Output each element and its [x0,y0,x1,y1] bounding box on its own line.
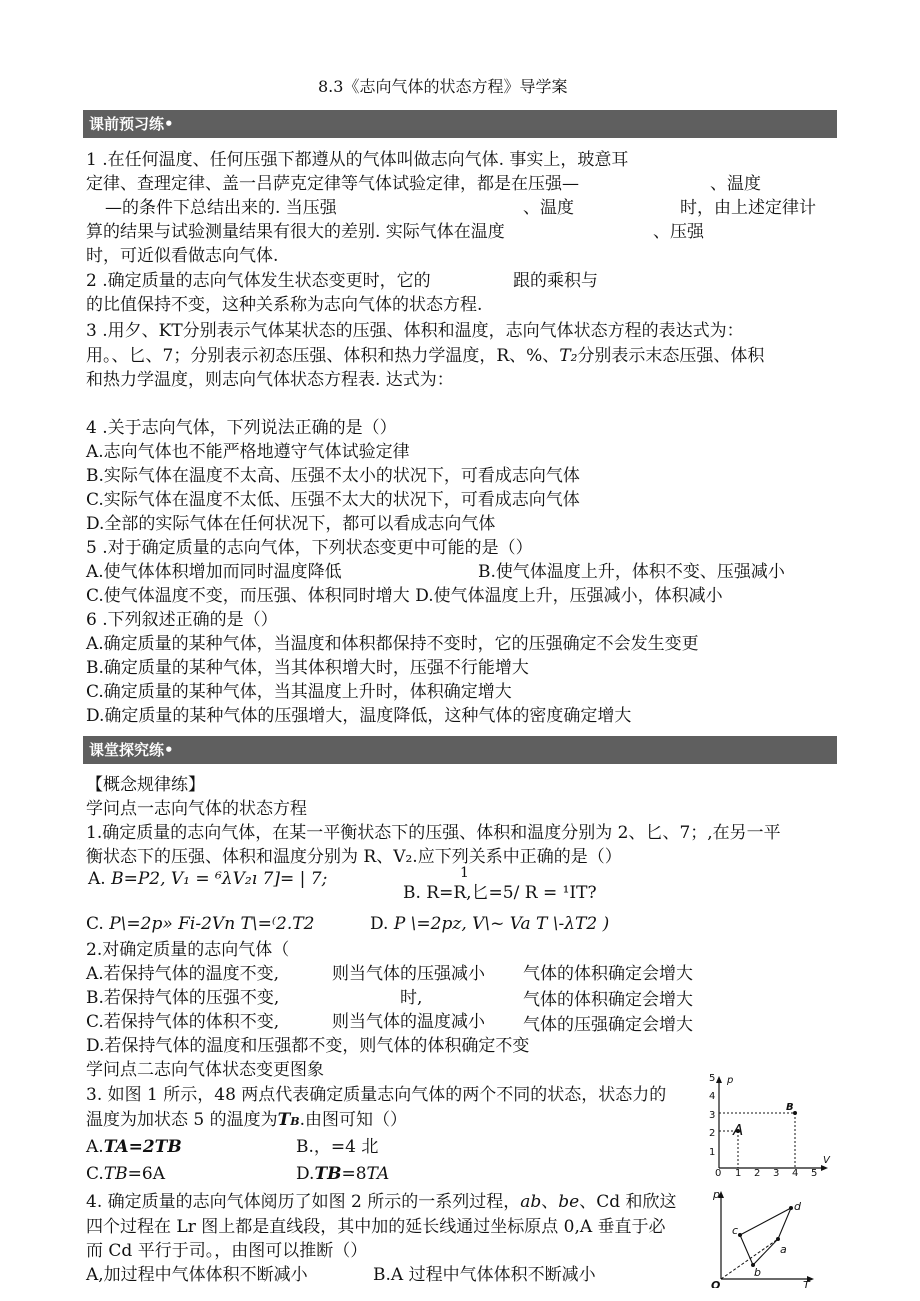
e4-line1d: be [558,1192,580,1212]
extension-line [721,1239,778,1279]
e4-line1a: 4. 确定质量的志向气体阅历了如图 2 所示的一系列过程， [86,1192,521,1212]
e3-line2 [86,1109,407,1133]
e2-stem: 2.对确定质量的志向气体（ [86,940,290,960]
p1-line4b: 、压强 [653,222,704,242]
e1-option-d-label: D. [370,914,389,934]
y-tick-5: 5 [709,1073,716,1084]
page-title: 8.3《志向气体的状态方程》导学案 [318,77,568,96]
x-tick-5: 5 [811,1168,818,1178]
q5-option-cd: C.使气体温度不变，而压强、体积同时增大 D.使气体温度上升，压强减小，体积减小 [86,586,723,606]
section-header-preview [83,110,837,138]
e1-option-d-expr: P \=2pz, V\~ Va T \-λT2 ) [393,914,610,934]
e2-option-b-part2: 时, [400,988,423,1008]
e2-option-a-part1: A.若保持气体的温度不变, [86,964,280,984]
point-a-label: A [733,1121,744,1139]
section-header-label: 课前预习练• [89,115,174,133]
point-c [738,1233,742,1237]
point-b-label: b [754,1266,761,1279]
e4-line1c: 、 [541,1192,559,1212]
p3-line1: 3 .用夕、KT分别表示气体某状态的压强、体积和温度，志向气体状态方程的表达式为： [86,321,744,341]
e1-option-c-expr: P\=2p» Fi-2Vn T\=⁽2.T2 [109,914,315,934]
e3-option-c-rest: =6A [127,1164,165,1184]
p1-line2a: 定律、查理定律、盖一吕萨克定律等气体试验定律，都是在压强— [86,174,579,194]
p1-line5: 时，可近似看做志向气体. [86,246,279,266]
e3-option-a-label: A. [86,1137,104,1157]
e3-option-d-ta: TA [366,1164,390,1184]
axis-label-p: p [727,1075,734,1086]
e4-line1e: 、Cd 和欣这 [579,1192,677,1212]
q6-option-a: A.确定质量的某种气体，当温度和体积都保持不变时，它的压强确定不会发生变更 [86,634,699,654]
e1-option-a-label: A. [88,869,106,889]
e1-option-a [88,868,327,890]
x-tick-3: 3 [773,1168,780,1178]
point-d [789,1206,793,1210]
e1-option-c-label: C. [86,914,104,934]
e1-option-d [370,913,609,935]
e4-option-a: A,加过程中气体体积不断减小 [86,1265,308,1285]
p3-line2 [86,345,764,367]
p1-line1: 1 .在任何温度、任何压强下都遵从的气体叫做志向气体. 事实上，玻意耳 [86,150,629,170]
p3-line2b: T₂ [559,346,578,366]
p2-line1b: 跟的乘积与 [513,271,598,291]
p1-line3b: 、温度 [523,198,574,218]
y-axis-arrow [716,1076,722,1083]
origin-label: O [711,1279,721,1288]
q4-option-c: C.实际气体在温度不太低、压强不太大的状况下，可看成志向气体 [86,490,580,510]
e4-line1b: ab [520,1192,542,1212]
knowledge-point-1: 学问点一志向气体的状态方程 [86,799,307,819]
p2-line1a: 2 .确定质量的志向气体发生状态变更时，它的 [86,271,431,291]
e3-option-a-expr: TA=2TB [103,1137,182,1157]
q6-option-c: C.确定质量的某种气体，当其温度上升时，体积确定增大 [86,682,512,702]
e2-option-a-part3: 气体的体积确定会增大 [523,964,693,984]
p1-line4a: 算的结果与试验测量结果有很大的差别. 实际气体在温度 [86,222,505,242]
figure-2-pt-diagram [708,1186,820,1288]
e3-option-c-label: C. [86,1164,104,1184]
e3-option-d [296,1163,389,1185]
p3-line2a: 用。、匕、7；分别表示初态压强、体积和热力学温度，R、%、 [86,346,560,366]
e3-option-a [86,1136,182,1158]
knowledge-point-2: 学问点二志向气体状态变更图象 [86,1060,324,1080]
q5-stem: 5 .对于确定质量的志向气体，下列状态变更中可能的是（） [86,538,533,558]
e4-option-b: B.A 过程中气体体积不断减小 [373,1265,596,1285]
point-c-label: c [732,1224,739,1237]
process-cycle [740,1208,791,1265]
e3-line2c: .由图可知（） [299,1110,407,1130]
e1-option-c [86,913,314,935]
concept-heading: 【概念规律练】 [86,775,205,795]
point-d-label: d [794,1200,801,1213]
q6-stem: 6 .下列叙述正确的是（） [86,610,278,630]
p1-line2b: 、温度 [710,174,761,194]
e1-line2: 衡状态下的压强、体积和温度分别为 R、V₂.应下列关系中正确的是（） [86,847,622,867]
figure-1-pv-diagram [702,1072,832,1178]
q4-option-b: B.实际气体在温度不太高、压强不太小的状况下，可看成志向气体 [86,466,580,486]
e3-option-d-label: D. [296,1164,315,1184]
e1-line1: 1.确定质量的志向气体，在某一平衡状态下的压强、体积和温度分别为 2、匕、7；,在另一平 [86,823,781,843]
e4-line1 [86,1191,677,1213]
point-a-label: a [780,1243,787,1256]
p3-line3: 和热力学温度，则志向气体状态方程表. 达式为： [86,370,454,390]
section-header-classroom [83,736,837,764]
q4-option-a: A.志向气体也不能严格地遵守气体试验定律 [86,442,410,462]
e3-option-d-eq: =8 [341,1164,367,1184]
e2-option-c-part2: 则当气体的温度减小 [332,1012,485,1032]
e3-line2sub: B [290,1115,300,1128]
e2-option-c-part1: C.若保持气体的体积不变, [86,1012,280,1032]
p1-line3c: 时，由上述定律计 [680,198,816,218]
y-tick-1: 1 [709,1147,716,1158]
e2-option-d: D.若保持气体的温度和压强都不变，则气体的体积确定不变 [86,1036,530,1056]
e2-option-c-part3: 气体的压强确定会增大 [523,1015,693,1035]
q6-option-b: B.确定质量的某种气体，当其体积增大时，压强不行能增大 [86,658,529,678]
p2-line2: 的比值保持不变，这种关系称为志向气体的状态方程. [86,295,483,315]
e3-line1: 3. 如图 1 所示，48 两点代表确定质量志向气体的两个不同的状态，状态力的 [86,1085,667,1105]
e1-option-b: B. R=R,匕=5/ R = ¹IT? [403,883,597,903]
e1-option-a-expr: B=P2, V₁ = ⁶λV₂ı 7]= | 7; [111,869,328,889]
y-tick-2: 2 [709,1128,716,1139]
q5-option-b: B.使气体温度上升，体积不变、压强减小 [478,562,785,582]
section-header-label: 课堂探究练• [89,741,174,759]
x-tick-4: 4 [792,1168,799,1178]
q5-option-a: A.使气体体积增加而同时温度降低 [86,562,342,582]
e4-line2: 四个过程在 Lr 图上都是直线段，其中加的延长线通过坐标原点 0,A 垂直于必 [86,1217,666,1237]
x-tick-2: 2 [754,1168,761,1178]
e2-option-b-part1: B.若保持气体的压强不变, [86,988,280,1008]
e2-option-b-part3: 气体的体积确定会增大 [523,990,693,1010]
q4-stem: 4 .关于志向气体，下列说法正确的是（） [86,418,397,438]
e3-option-c-tb: TB [103,1164,128,1184]
e3-line2b: T [277,1110,291,1130]
axis-label-v: V [823,1155,830,1166]
e3-line2a: 温度为加状态 5 的温度为 [86,1110,278,1130]
p3-line2c: 分别表示末态压强、体积 [577,346,765,366]
e3-option-b: B.，=4 北 [296,1137,379,1157]
e2-option-a-part2: 则当气体的压强减小 [332,964,485,984]
y-tick-3: 3 [709,1110,716,1121]
e3-option-d-tb: TB [314,1164,342,1184]
axis-label-p: p [713,1188,720,1201]
e3-option-c [86,1163,165,1185]
x-tick-0: 0 [715,1168,722,1178]
y-tick-4: 4 [709,1091,716,1102]
point-a [776,1237,780,1241]
e1-fraction-one: 1 [460,865,469,881]
axis-label-t: T [803,1279,810,1288]
x-tick-1: 1 [735,1168,742,1178]
p1-line3a: —的条件下总结出来的. 当压强 [105,198,337,218]
e4-line3: 而 Cd 平行于司。，由图可以推断（） [86,1241,368,1261]
point-b-label: B [786,1102,794,1113]
q6-option-d: D.确定质量的某种气体的压强增大，温度降低，这种气体的密度确定增大 [86,706,632,726]
q4-option-d: D.全部的实际气体在任何状况下，都可以看成志向气体 [86,514,496,534]
